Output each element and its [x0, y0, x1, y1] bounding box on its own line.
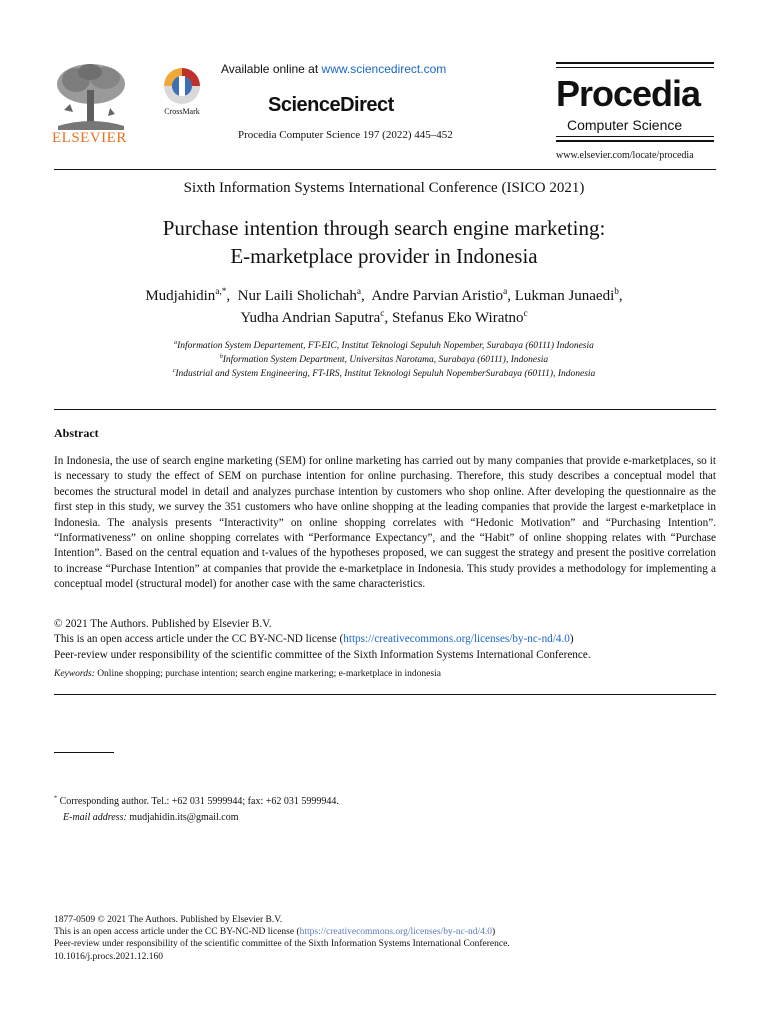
author-name: Lukman Junaedi [514, 288, 615, 304]
elsevier-wordmark: ELSEVIER [52, 130, 127, 146]
conference-name: Sixth Information Systems International Conference (ISICO 2021) [183, 180, 585, 196]
affiliation-c [0, 369, 768, 379]
affiliation-text: Industrial and System Engineering, FT-IRS, Institut Teknologi Sepuluh NopemberSurabaya (60111), Indonesia [175, 369, 596, 379]
procedia-rule-bottom-thin [556, 136, 714, 137]
license-prefix: This is an open access article under the CC BY-NC-ND license ( [54, 633, 344, 646]
bottom-publication-info [54, 914, 510, 963]
author-affiliation-mark: b [614, 287, 619, 297]
affiliation-text: Information System Department, Universitas Narotama, Surabaya (60111), Indonesia [222, 355, 549, 365]
keywords-line [54, 669, 441, 679]
author-affiliation-mark: a [503, 287, 508, 297]
sciencedirect-link[interactable]: www.sciencedirect.com [321, 62, 447, 76]
email-label: E-mail address: [63, 812, 127, 823]
procedia-rule-top-thin [556, 67, 714, 68]
affiliation-mark: c [172, 367, 176, 374]
paper-title-line-1: Purchase intention through search engine marketing: [162, 216, 606, 240]
affiliation-mark: a [174, 339, 178, 346]
corresponding-author-text: Corresponding author. Tel.: +62 031 5999944; fax: +62 031 5999944. [57, 796, 339, 807]
abstract-top-rule [54, 409, 716, 410]
bottom-license-link[interactable]: https://creativecommons.org/licenses/by-nc-nd/4.0 [299, 927, 493, 938]
license-link[interactable]: https://creativecommons.org/licenses/by-nc-nd/4.0 [343, 633, 570, 646]
footnote-rule [54, 752, 114, 753]
copyright-block [54, 617, 716, 663]
keywords-label: Keywords: [54, 669, 95, 679]
bottom-license-prefix: This is an open access article under the CC BY-NC-ND license ( [54, 927, 300, 938]
license-suffix: ) [569, 633, 574, 646]
author-name: Yudha Andrian Saputra [240, 310, 381, 326]
bottom-license-suffix: ) [492, 927, 496, 938]
peer-review-line: Peer-review under responsibility of the scientific committee of the Sixth Information Systems International Conference. [54, 648, 591, 661]
affiliation-mark: b [219, 353, 223, 360]
copyright-line: © 2021 The Authors. Published by Elsevier B.V. [54, 618, 272, 630]
author-affiliation-mark: a,* [215, 287, 227, 297]
bottom-peer-review-line: Peer-review under responsibility of the scientific committee of the Sixth Information Systems International Conference. [54, 939, 510, 950]
paper-title-line-2: E-marketplace provider in Indonesia [230, 244, 538, 268]
abstract-bottom-rule [54, 694, 716, 695]
procedia-logo-subtitle: Computer Science [567, 117, 683, 133]
author-name: Nur Laili Sholichah [237, 288, 357, 304]
affiliation-a [0, 341, 768, 351]
procedia-rule-bottom [556, 140, 714, 142]
bottom-license-line [54, 926, 510, 938]
author-name: Mudjahidin [145, 288, 216, 304]
email-note [63, 812, 239, 823]
license-line [54, 632, 716, 647]
issn-line: 1877-0509 © 2021 The Authors. Published by Elsevier B.V. [54, 915, 283, 925]
sciencedirect-logo: ScienceDirect [268, 94, 394, 116]
author-affiliation-mark: c [380, 309, 385, 319]
corresponding-author-note [54, 796, 339, 807]
keywords-list: Online shopping; purchase intention; search engine markering; e-marketplace in indonesia [94, 669, 441, 679]
available-online-line [221, 62, 446, 76]
author-affiliation-mark: a [356, 287, 361, 297]
abstract-text: In Indonesia, the use of search engine marketing (SEM) for online marketing has carried out by many companies that provide e-marketplaces, so it is necessary to study the effect of SEM on purchase intention for online purchasing. Therefore, this study describes a conceptual model that becomes the structural model in detail and analyzes purchase intention by customers who shop online. After developing the questionnaire as the first step in this study, we survey the 351 customers who have online shopping at the leading companies that provide the largest e-marketplace in Indonesia. The analysis presents “Interactivity” on online shopping correlates with “Hedonic Motivation” and “Purchasing Intention”. “Informativeness” on online shopping correlates with “Performance Expectancy”, and the “Habit” of online shopping relates with “Purchase Intention”. Based on the central equation and t-values of the hypotheses proposed, we can suggest the strategy and present the positive correlation to increase “Purchase Intention” at companies that provide the e-marketplace in Indonesia. This study provides a methodology for implementing a conceptual model (structural model) for another case with the same characteristics. [54, 455, 716, 591]
author-name: Stefanus Eko Wiratno [391, 310, 524, 326]
author-name: Andre Parvian Aristio [371, 288, 504, 304]
procedia-logo-title: Procedia [556, 73, 701, 114]
author-affiliation-mark: c [523, 309, 528, 319]
available-prefix: Available online at [221, 62, 322, 76]
journal-citation: Procedia Computer Science 197 (2022) 445–452 [238, 129, 453, 141]
email-address[interactable]: mudjahidin.its@gmail.com [126, 812, 239, 823]
footnote-mark: * [54, 794, 58, 802]
doi-line[interactable]: 10.1016/j.procs.2021.12.160 [54, 951, 163, 962]
affiliation-text: Information System Departement, FT-EIC, Institut Teknologi Sepuluh Nopember, Surabaya (60111) Indonesia [177, 341, 594, 351]
procedia-rule-top [556, 62, 714, 64]
author-list-line-1: Mudjahidin$^{a,*}$, Nur Laili Sholichah$^a$, Andre Parvian Aristio$^a$, Lukman Junaedi$^b$, [145, 287, 623, 304]
author-list-line-2: Yudha Andrian Saputra$^c$, Stefanus Eko Wiratno$^c$ [240, 309, 528, 326]
affiliation-b [0, 355, 768, 365]
abstract-heading: Abstract [54, 426, 99, 440]
crossmark-label: CrossMark [164, 107, 200, 116]
header-divider [54, 169, 716, 170]
procedia-url[interactable]: www.elsevier.com/locate/procedia [556, 150, 694, 161]
